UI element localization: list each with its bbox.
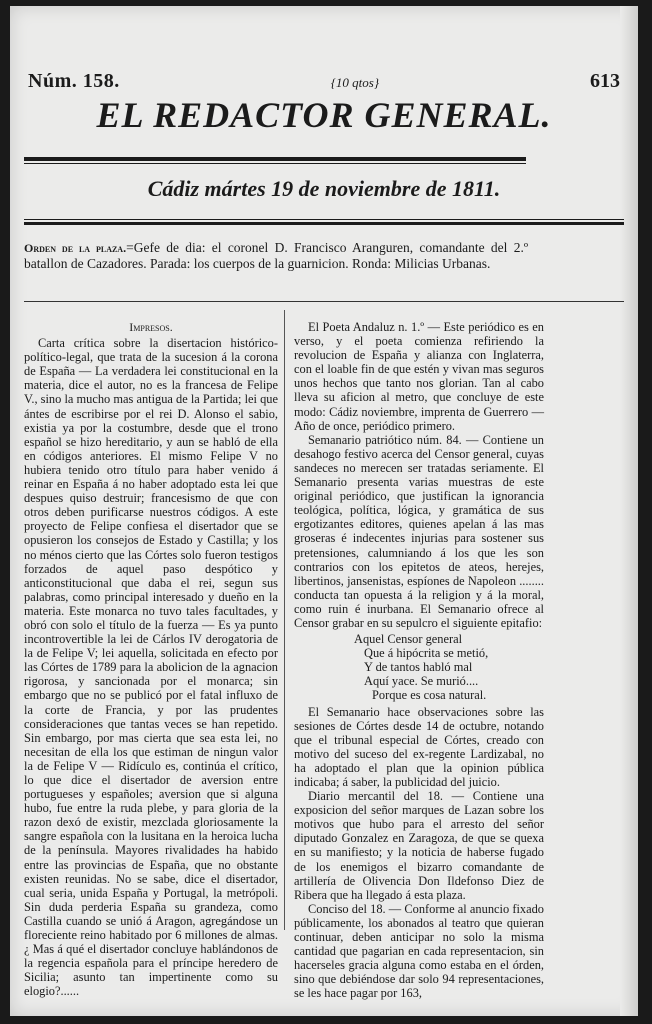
issue-number: Núm. 158. [28, 70, 120, 92]
pencil-note: {10 qtos} [330, 75, 380, 90]
right-paragraph: El Poeta Andaluz n. 1.º — Este periódico es en verso, y el poeta comienza refiriendo la revolucion de España y alianza con Inglaterra, con el loable fin de que estén y vivan mas seguros unos hechos que tanto nos glorian. Tan al cabo lleva su aficion al metro, que concluye de este modo: Cádiz noviembre, imprenta de Guerrero — Año de once, periódico primero. [294, 320, 544, 433]
column-separator [284, 310, 285, 930]
left-column [24, 320, 278, 999]
right-paragraph: Diario mercantil del 18. — Contiene una exposicion del señor marques de Lazan sobre los motivos que hubo para el arresto del señor diputado Gonzalez en Zaragoza, de que se quexa en su manifiesto; y la noticia de haberse fugado de los enemigos el bizarro comandante de artillería de Olivencia Don Ildefonso Diez de Ribera que ha llegado á esta plaza. [294, 789, 544, 902]
date-rule-thick [24, 222, 624, 225]
verse-line: Porque es cosa natural. [372, 688, 487, 703]
title-rule-thin [24, 163, 526, 164]
verse-line: Aquel Censor general [354, 632, 463, 647]
right-paragraph: Semanario patriótico núm. 84. — Contiene un desahogo festivo acerca del Censor general, cuyas sandeces no merecen ser tratadas seriamente. El Semanario presenta varias muestras de este original periódico, que justifican la ignorancia teológica, política, lógica, y gramática de sus ergotizantes editores, quienes apelan á las mas groseras é indecentes injurias para sostener sus pretensiones, calumniando á los que les son contrarios con los epitetos de ateos, herejes, libertinos, jansenistas, espíones de Napoleon ........ conducta tan opuesta á la religion y á la moral, como ruin é inurbana. El Semanario ofrece al Censor grabar en su sepulcro el siguiente epitafio: [294, 432, 544, 630]
page-number: 613 [590, 70, 620, 92]
dateline: Cádiz mártes 19 de noviembre de 1811. [147, 176, 501, 201]
date-rule-thin [24, 219, 624, 220]
verse-line: Y de tantos habló mal [364, 660, 473, 675]
epitaph-verse [294, 632, 544, 702]
newspaper-title: EL REDACTOR GENERAL. [96, 95, 552, 135]
section-rule [24, 301, 624, 302]
orden-text: =Gefe de dia: el coronel D. Francisco Aranguren, comandante del 2.º batallon de Cazadores. Parada: los cuerpos de la guarnicion. Ronda: Milicias Urbanas. [24, 240, 529, 271]
right-column [294, 320, 544, 1001]
verse-line: Que á hipócrita se metió, [364, 646, 489, 661]
right-paragraph: Conciso del 18. — Conforme al anuncio fixado públicamente, los abonados al teatro que quieran continuar, deben anticipar no solo la misma cantidad que pagarian en cada representacion, sin hacerseles gracia alguna como estaba en el órden, sino que debiéndose dar solo 94 representaciones, se les hace pagar por 163, [294, 901, 544, 1001]
left-paragraph: Carta crítica sobre la disertacion histórico-político-legal, que trata de la sucesion á la corona de España — La verdadera lei constitucional en la materia, dice el autor, no es la francesa de Felipe V., sino la mucho mas antigua de la Partida; lei que ántes de escribirse por el rei D. Alonso el sabio, existia ya por la costumbre, desde que el trono español se hizo hereditario, y aun se habló de ella en códigos anteriores. El mismo Felipe V no hubiera tenido otro título para haber venido á reinar en España á no haber adoptado esta lei que despues quiso destruir; francesismo de que con otros deben purificarse nuestros códigos. A este proyecto de Felipe confiesa el disertador que se opusieron los consejos de Estado y Castilla; y los no ménos cierto que las Córtes solo fueron testigos forzados de aquel paso despótico y anticonstitucional que daba el rei, segun sus palabras, como principal interesado y dueño en la materia. Este monarca no tuvo tales facultades, y obró con solo el título de la fuerza — Es ya punto incontrovertible la lei de Cárlos IV derogatoria de la de Felipe V; lei aquella, solicitada en efecto por las Córtes de 1789 para la abolicion de la agnacion rigorosa, y sancionada por el monarca; sin embargo que no se publicó por el fatal influxo de la corte de Francia, y por las prudentes consideraciones que tantas veces se han repetido. Sin embargo, por mas cierta que sea esta lei, no necesitan de ella los que estiman de ningun valor la de Felipe V — Ridículo es, continúa el crítico, lo que dice el disertador de aversion entre portugueses y españoles; aversion que si alguna hubo, fue entre la ruda plebe, y para gloria de la razon dexó de existir, mezclada gloriosamente la sangre española con la lusitana en la heroica lucha de la península. Mayores rivalidades ha habido entre las provincias de España, que no obstante existen reunidas. No se sabe, dice el disertador, cual seria, unida España y Portugal, la metrópoli. Sin duda perderia España su grandeza, como Castilla cuando se unió á Aragon, agregándose un floreciente reino habitado por 6 millones de almas. ¿ Mas á qué el disertador concluye hablándonos de la regencia española para el príncipe heredero de Sicilia; asunto tan impertinente como su elogio?...... [24, 336, 278, 999]
newspaper-page [10, 6, 638, 1016]
orden-de-la-plaza [24, 240, 528, 272]
masthead-topline [28, 70, 620, 93]
title-rule-thick [24, 157, 526, 161]
right-paragraph: El Semanario hace observaciones sobre las sesiones de Córtes desde 14 de octubre, notando que el tribunal especial de Córtes, creado con motivo del suceso del ex-regente Lardizabal, no ha adoptado el plan que la opinion pública indicaba; á saber, la publicidad del juicio. [294, 704, 544, 789]
verse-line: Aquí yace. Se murió.... [364, 674, 479, 689]
page-edge [620, 6, 638, 1016]
section-heading-impresos: Impresos. [129, 320, 173, 334]
orden-label: Orden de la plaza. [24, 241, 127, 255]
